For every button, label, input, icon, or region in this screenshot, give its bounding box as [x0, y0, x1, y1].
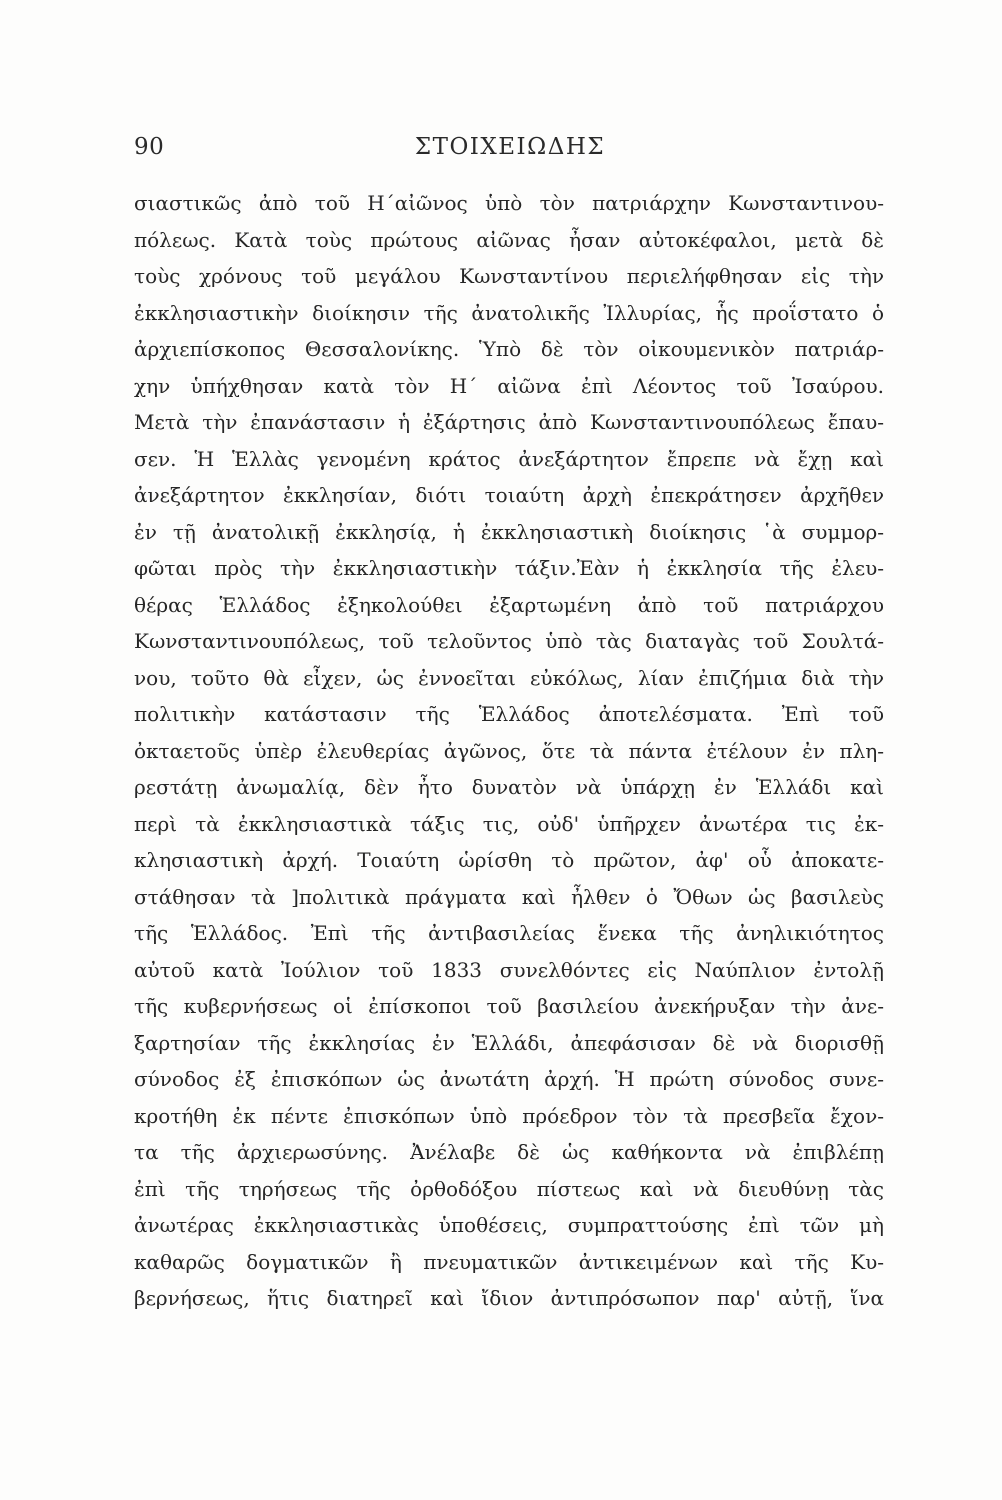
running-title: ΣΤΟΙΧΕΙΩΔΗΣ: [414, 134, 606, 160]
text-line: βερνήσεως, ἥτις διατηρεῖ καὶ ἴδιον ἀντιπρόσωπον παρ' αὐτῇ, ἵνα: [134, 1286, 884, 1310]
text-line: κροτήθη ἐκ πέντε ἐπισκόπων ὑπὸ πρόεδρον τὸν τὰ πρεσβεῖα ἔχον-: [134, 1103, 884, 1128]
text-line: περὶ τὰ ἐκκλησιαστικὰ τάξις τις, οὐδ' ὑπῆρχεν ἀνωτέρα τις ἐκ-: [134, 811, 884, 836]
text-line: πόλεως. Κατὰ τοὺς πρώτους αἰῶνας ἦσαν αὐτοκέφαλοι, μετὰ δὲ: [134, 227, 884, 252]
text-line: φῶται πρὸς τὴν ἐκκλησιαστικὴν τάξιν.Ἐὰν ἡ ἐκκλησία τῆς ἐλευ-: [134, 556, 884, 580]
text-line: τα τῆς ἀρχιερωσύνης. Ἀνέλαβε δὲ ὡς καθήκοντα νὰ ἐπιβλέπῃ: [134, 1140, 884, 1164]
text-line: νου, τοῦτο θὰ εἶχεν, ὡς ἐννοεῖται εὐκόλως, λίαν ἐπιζήμια διὰ τὴν: [134, 665, 884, 690]
text-line: ἐν τῇ ἀνατολικῇ ἐκκλησίᾳ, ἡ ἐκκλησιαστικὴ διοίκησις ῾ὰ συμμορ-: [134, 519, 884, 544]
text-line: ρεστάτῃ ἀνωμαλίᾳ, δὲν ἦτο δυνατὸν νὰ ὑπάρχῃ ἐν Ἑλλάδι καὶ: [134, 775, 884, 799]
text-line: ἀνωτέρας ἐκκλησιαστικὰς ὑποθέσεις, συμπραττούσης ἐπὶ τῶν μὴ: [134, 1213, 884, 1237]
text-line: Μετὰ τὴν ἐπανάστασιν ἡ ἐξάρτησις ἀπὸ Κωνσταντινουπόλεως ἔπαυ-: [134, 410, 884, 434]
text-line: τῆς Ἑλλάδος. Ἐπὶ τῆς ἀντιβασιλείας ἕνεκα τῆς ἀνηλικιότητος: [134, 921, 884, 945]
text-line: Κωνσταντινουπόλεως, τοῦ τελοῦντος ὑπὸ τὰς διαταγὰς τοῦ Σουλτά-: [134, 629, 884, 653]
text-line: στάθησαν τὰ ]πολιτικὰ πράγματα καὶ ἦλθεν ὁ Ὄθων ὡς βασιλεὺς: [134, 884, 884, 909]
text-line: πολιτικὴν κατάστασιν τῆς Ἑλλάδος ἀποτελέσματα. Ἐπὶ τοῦ: [134, 702, 884, 726]
text-line: ἀρχιεπίσκοπος Θεσσαλονίκης. Ὑπὸ δὲ τὸν οἰκουμενικὸν πατριάρ-: [134, 337, 884, 361]
text-line: σιαστικῶς ἀπὸ τοῦ Η΄αἰῶνος ὑπὸ τὸν πατριάρχην Κωνσταντινου-: [134, 191, 884, 215]
text-line: ἐκκλησιαστικὴν διοίκησιν τῆς ἀνατολικῆς Ἰλλυρίας, ἧς προΐστατο ὁ: [134, 300, 884, 325]
text-line: ὀκταετοῦς ὑπὲρ ἐλευθερίας ἀγῶνος, ὅτε τὰ πάντα ἐτέλουν ἐν πλη-: [134, 738, 884, 763]
text-line: ἀνεξάρτητον ἐκκλησίαν, διότι τοιαύτη ἀρχὴ ἐπεκράτησεν ἀρχῆθεν: [134, 483, 884, 507]
text-line: τῆς κυβερνήσεως οἱ ἐπίσκοποι τοῦ βασιλείου ἀνεκήρυξαν τὴν ἀνε-: [134, 994, 884, 1018]
text-line: χην ὑπήχθησαν κατὰ τὸν Η΄ αἰῶνα ἐπὶ Λέοντος τοῦ Ἰσαύρου.: [134, 373, 884, 398]
text-line: ξαρτησίαν τῆς ἐκκλησίας ἐν Ἑλλάδι, ἀπεφάσισαν δὲ νὰ διορισθῇ: [134, 1030, 884, 1055]
text-line: καθαρῶς δογματικῶν ἢ πνευματικῶν ἀντικειμένων καὶ τῆς Κυ-: [134, 1249, 884, 1274]
text-line: σεν. Ἡ Ἑλλὰς γενομένη κράτος ἀνεξάρτητον ἔπρεπε νὰ ἔχῃ καὶ: [134, 446, 884, 471]
text-line: αὐτοῦ κατὰ Ἰούλιον τοῦ 1833 συνελθόντες εἰς Ναύπλιον ἐντολῇ: [134, 957, 884, 982]
text-line: θέρας Ἑλλάδος ἐξηκολούθει ἐξαρτωμένη ἀπὸ τοῦ πατριάρχου: [134, 592, 884, 617]
text-line: τοὺς χρόνους τοῦ μεγάλου Κωνσταντίνου περιελήφθησαν εἰς τὴν: [134, 264, 884, 288]
body-text: [134, 185, 884, 1317]
text-line: σύνοδος ἐξ ἐπισκόπων ὡς ἀνωτάτη ἀρχή. Ἡ πρώτη σύνοδος συνε-: [134, 1067, 884, 1091]
text-line: κλησιαστικὴ ἀρχή. Τοιαύτη ὡρίσθη τὸ πρῶτον, ἀφ' οὗ ἀποκατε-: [134, 848, 884, 872]
page-number: 90: [134, 134, 165, 160]
page-header: [134, 134, 886, 174]
text-line: ἐπὶ τῆς τηρήσεως τῆς ὀρθοδόξου πίστεως καὶ νὰ διευθύνῃ τὰς: [134, 1176, 884, 1201]
